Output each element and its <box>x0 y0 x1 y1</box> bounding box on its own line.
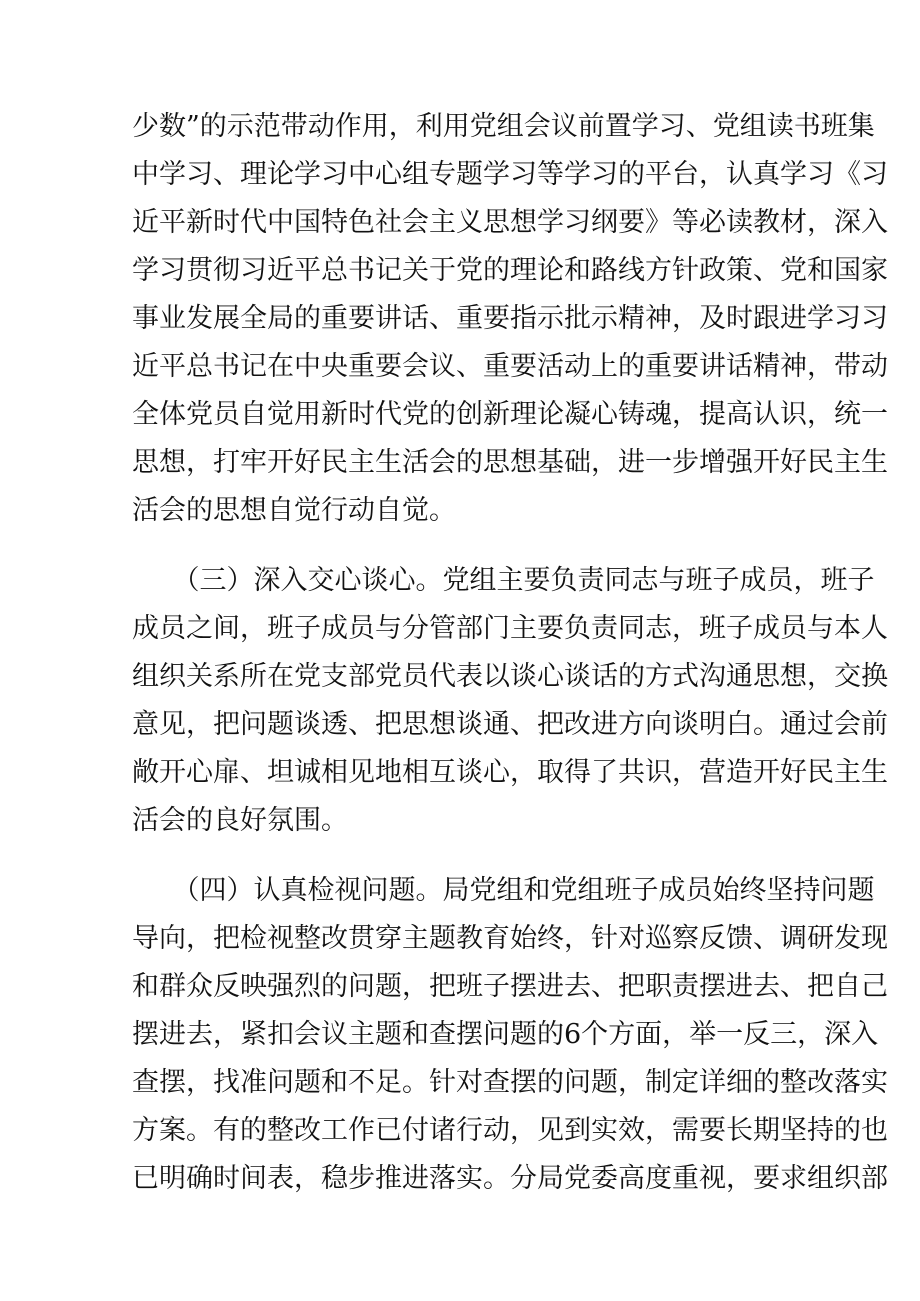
text-line: 已明确时间表，稳步推进落实。分局党委高度重视，要求组织部 <box>132 1163 888 1194</box>
text-line: 导向，把检视整改贯穿主题教育始终，针对巡察反馈、调研发现 <box>132 923 888 954</box>
text-line: 组织关系所在党支部党员代表以谈心谈话的方式沟通思想，交换 <box>132 661 888 692</box>
text-line: 全体党员自觉用新时代党的创新理论凝心铸魂，提高认识，统一 <box>132 399 888 430</box>
text-line: 查摆，找准问题和不足。针对查摆的问题，制定详细的整改落实 <box>132 1067 888 1098</box>
text-line: 近平总书记在中央重要会议、重要活动上的重要讲话精神，带动 <box>132 351 888 382</box>
text-line: （三）深入交心谈心。党组主要负责同志与班子成员，班子 <box>132 565 875 596</box>
paragraph-gap <box>132 535 794 557</box>
text-line: （四）认真检视问题。局党组和党组班子成员始终坚持问题 <box>132 875 875 906</box>
text-line: 敞开心扉、坦诚相见地相互谈心，取得了共识，营造开好民主生 <box>132 757 888 788</box>
text-line: 方案。有的整改工作已付诸行动，见到实效，需要长期坚持的也 <box>132 1115 888 1146</box>
text-line: 事业发展全局的重要讲话、重要指示批示精神，及时跟进学习习 <box>132 303 888 334</box>
text-line: 和群众反映强烈的问题，把班子摆进去、把职责摆进去、把自己 <box>132 971 888 1002</box>
paragraph-examine-problems <box>132 867 888 1203</box>
text-line: 活会的思想自觉行动自觉。 <box>132 495 456 526</box>
text-line: 思想，打牢开好民主生活会的思想基础，进一步增强开好民主生 <box>132 447 888 478</box>
text-line: 摆进去，紧扣会议主题和查摆问题的6个方面，举一反三，深入 <box>132 1019 879 1050</box>
paragraph-gap <box>132 845 794 867</box>
paragraph-study <box>132 103 888 535</box>
text-line: 成员之间，班子成员与分管部门主要负责同志，班子成员与本人 <box>132 613 888 644</box>
text-line: 活会的良好氛围。 <box>132 805 348 836</box>
text-line: 意见，把问题谈透、把思想谈通、把改进方向谈明白。通过会前 <box>132 709 888 740</box>
text-line: 学习贯彻习近平总书记关于党的理论和路线方针政策、党和国家 <box>132 255 888 286</box>
text-line: 中学习、理论学习中心组专题学习等学习的平台，认真学习《习 <box>132 159 888 190</box>
text-line: 近平新时代中国特色社会主义思想学习纲要》等必读教材，深入 <box>132 207 888 238</box>
document-body <box>132 103 888 1203</box>
paragraph-heart-to-heart <box>132 557 888 845</box>
text-line: 少数”的示范带动作用，利用党组会议前置学习、党组读书班集 <box>132 111 875 142</box>
